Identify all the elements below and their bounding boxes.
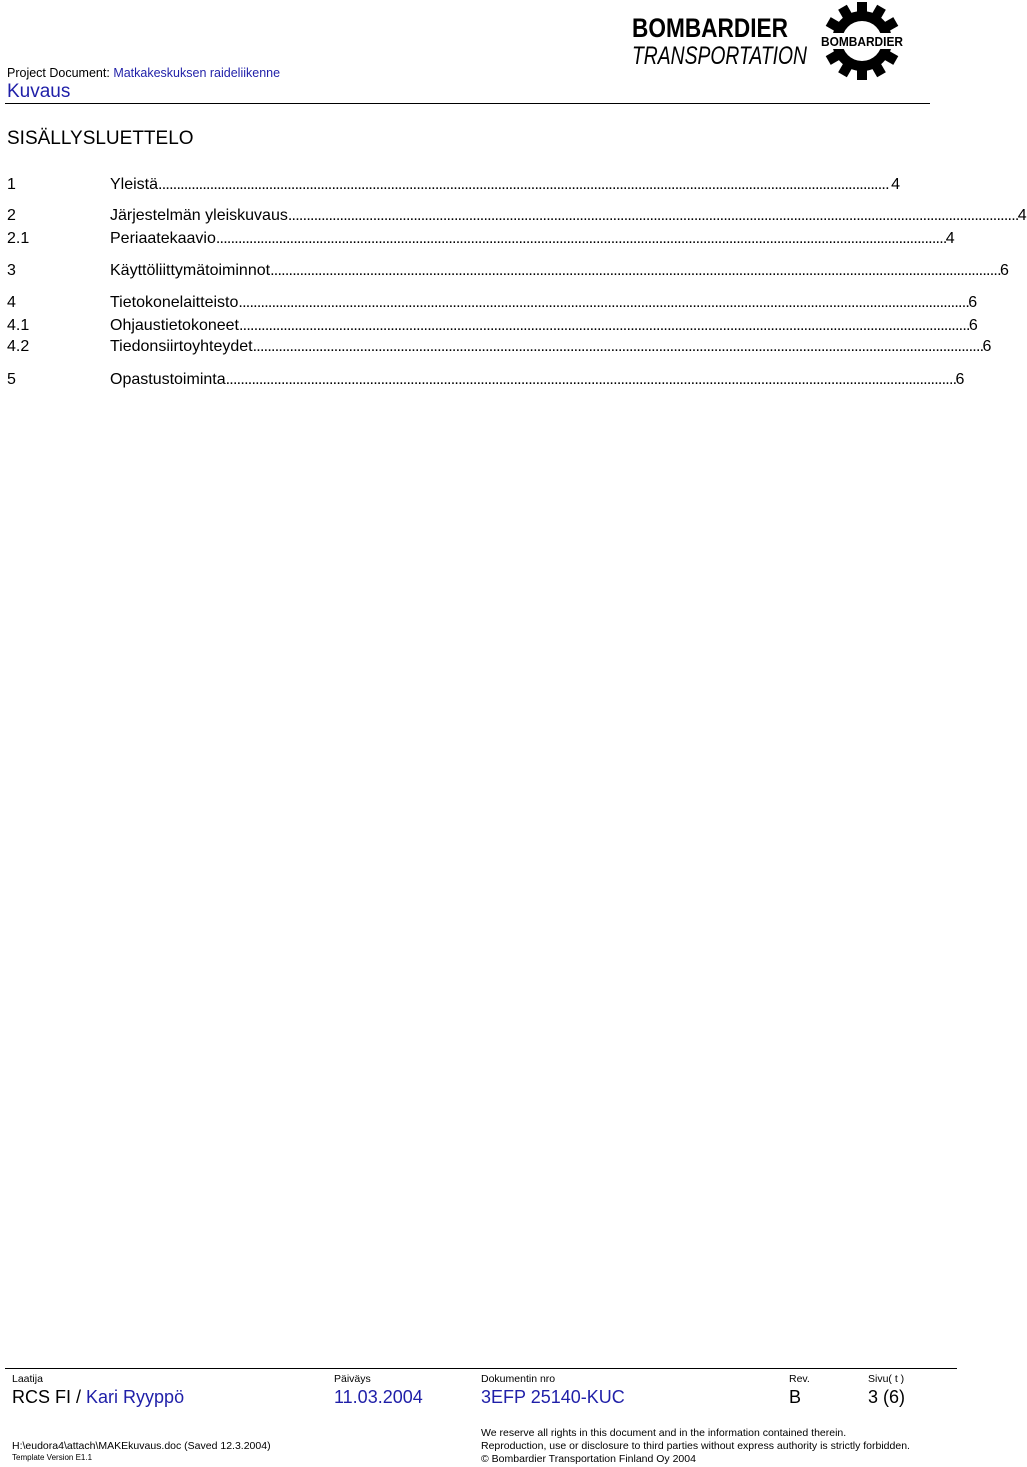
toc-entry[interactable] (7, 262, 1009, 280)
toc-entry-page: 4 (1017, 207, 1027, 224)
toc-entry[interactable] (7, 230, 955, 248)
toc-entry[interactable] (7, 338, 992, 356)
date-label: Päiväys (334, 1373, 371, 1385)
toc-entry-number: 4 (7, 294, 16, 311)
toc-entry-title: Käyttöliittymätoiminnot (110, 262, 271, 279)
toc-entry[interactable] (7, 207, 1027, 225)
toc-entry-page: 6 (999, 262, 1009, 279)
revision: B (789, 1387, 802, 1407)
bombardier-transportation-wordmark (630, 10, 815, 70)
copyright-icon: © (481, 1453, 489, 1465)
toc-entry-number: 1 (7, 176, 16, 193)
toc-entry-number: 3 (7, 262, 16, 279)
toc-entry-title: Periaatekaavio (110, 230, 216, 247)
document-date: 11.03.2004 (334, 1387, 423, 1407)
footer-rule (5, 1368, 957, 1369)
toc-entry-page: 6 (968, 294, 978, 311)
author-name: Kari Ryyppö (86, 1387, 185, 1407)
toc-entry-number: 5 (7, 371, 16, 388)
toc-entry[interactable] (7, 176, 900, 194)
toc-entry-title: Yleistä (110, 176, 159, 193)
rev-label: Rev. (789, 1373, 810, 1385)
file-path: H:\eudora4\attach\MAKEkuvaus.doc (Saved 12.3.2004) (12, 1440, 271, 1452)
logo-text: BOMBARDIER (821, 34, 904, 49)
toc-entry-page: 6 (982, 338, 992, 355)
document-type: Kuvaus (7, 81, 71, 102)
rights-notice-1: We reserve all rights in this document and in the information contained therein. (481, 1427, 847, 1439)
copyright-text: Bombardier Transportation Finland Oy 2004 (491, 1453, 696, 1465)
toc-entry-number: 4.2 (7, 338, 30, 355)
rights-notice-2: Reproduction, use or disclosure to third parties without express authority is strictly forbidden. (481, 1440, 910, 1452)
toc-entry-title: Ohjaustietokoneet (110, 317, 239, 334)
header-rule (5, 103, 930, 104)
toc-leader-dots (226, 371, 955, 389)
page-count: 3 (6) (868, 1387, 906, 1407)
toc-entry-page: 4 (891, 176, 900, 193)
toc-entry-number: 2.1 (7, 230, 30, 247)
author-org: RCS FI / (12, 1387, 82, 1407)
author (12, 1387, 184, 1408)
template-version: Template Version E1.1 (12, 1453, 93, 1462)
toc-entry-page: 6 (968, 317, 978, 334)
brand-line2: TRANSPORTATION (632, 42, 808, 70)
toc-title: SISÄLLYSLUETTELO (7, 128, 194, 149)
docno-label: Dokumentin nro (481, 1373, 556, 1385)
author-label: Laatija (12, 1373, 43, 1385)
toc-entry[interactable] (7, 317, 978, 335)
toc-entry-title: Tiedonsiirtoyhteydet (110, 338, 253, 355)
toc-leader-dots (253, 338, 982, 356)
toc-entry-page: 4 (945, 230, 955, 247)
page-label: Sivu( t ) (868, 1373, 905, 1385)
toc-leader-dots (238, 294, 967, 312)
toc-leader-dots (270, 262, 999, 280)
toc-leader-dots (158, 176, 890, 194)
toc-entry[interactable] (7, 294, 978, 312)
project-label: Project Document: (7, 66, 110, 80)
project-name: Matkakeskuksen raideliikenne (113, 66, 281, 80)
toc-entry[interactable] (7, 371, 965, 389)
document-number: 3EFP 25140-KUC (481, 1387, 625, 1407)
toc-entry-title: Tietokonelaitteisto (110, 294, 239, 311)
brand-line1: BOMBARDIER (632, 13, 788, 43)
toc-leader-dots (288, 207, 1017, 225)
toc-entry-page: 6 (955, 371, 965, 388)
toc-leader-dots (216, 230, 945, 248)
toc-entry-number: 4.1 (7, 317, 30, 334)
bombardier-logo-icon (818, 0, 906, 82)
toc-leader-dots (239, 317, 968, 335)
toc-entry-title: Opastustoiminta (110, 371, 226, 388)
copyright-line (481, 1453, 696, 1466)
toc-entry-number: 2 (7, 207, 16, 224)
toc-entry-title: Järjestelmän yleiskuvaus (110, 207, 288, 224)
project-line (7, 66, 280, 80)
